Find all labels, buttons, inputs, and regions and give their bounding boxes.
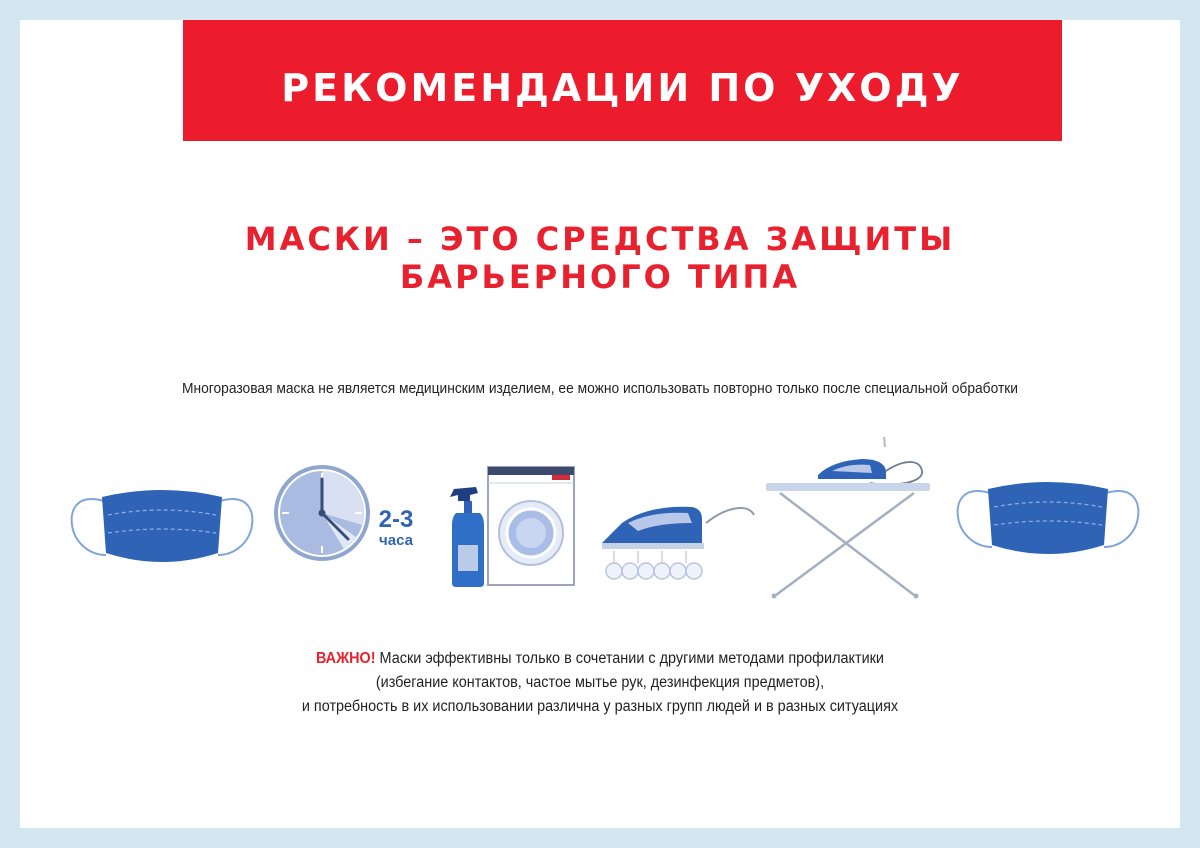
important-line-2: (избегание контактов, частое мытье рук, дезинфекция предметов), xyxy=(375,674,825,691)
timer-unit: часа xyxy=(379,532,413,549)
mask-icon xyxy=(68,475,256,575)
care-icons-row xyxy=(20,435,1180,615)
mask-icon xyxy=(954,467,1142,567)
subtitle-line-2: БАРЬЕРНОГО ТИПА xyxy=(399,258,801,296)
timer-label xyxy=(372,508,420,550)
washing-machine-icon xyxy=(486,465,576,587)
steam-iron-icon xyxy=(598,493,758,585)
important-lead: ВАЖНО! xyxy=(315,650,376,667)
important-note xyxy=(61,647,1140,719)
important-line-3: и потребность в их использовании различна у разных групп людей и в разных ситуациях xyxy=(301,698,899,715)
header-banner xyxy=(183,20,1062,141)
poster xyxy=(20,20,1180,828)
important-line-1 xyxy=(61,647,1140,671)
page-title: РЕКОМЕНДАЦИИ ПО УХОДУ xyxy=(281,65,964,110)
subtitle xyxy=(0,220,1200,296)
info-text: Многоразовая маска не является медицинским изделием, ее можно использовать повторно только после специальной обработки xyxy=(181,380,1019,397)
important-text-1: Маски эффективны только в сочетании с другими методами профилактики xyxy=(379,650,884,667)
timer-value: 2-3 xyxy=(378,506,414,533)
ironing-board-icon xyxy=(764,435,932,605)
clock-icon xyxy=(274,463,374,563)
subtitle-line-1: МАСКИ – ЭТО СРЕДСТВА ЗАЩИТЫ xyxy=(244,220,956,258)
